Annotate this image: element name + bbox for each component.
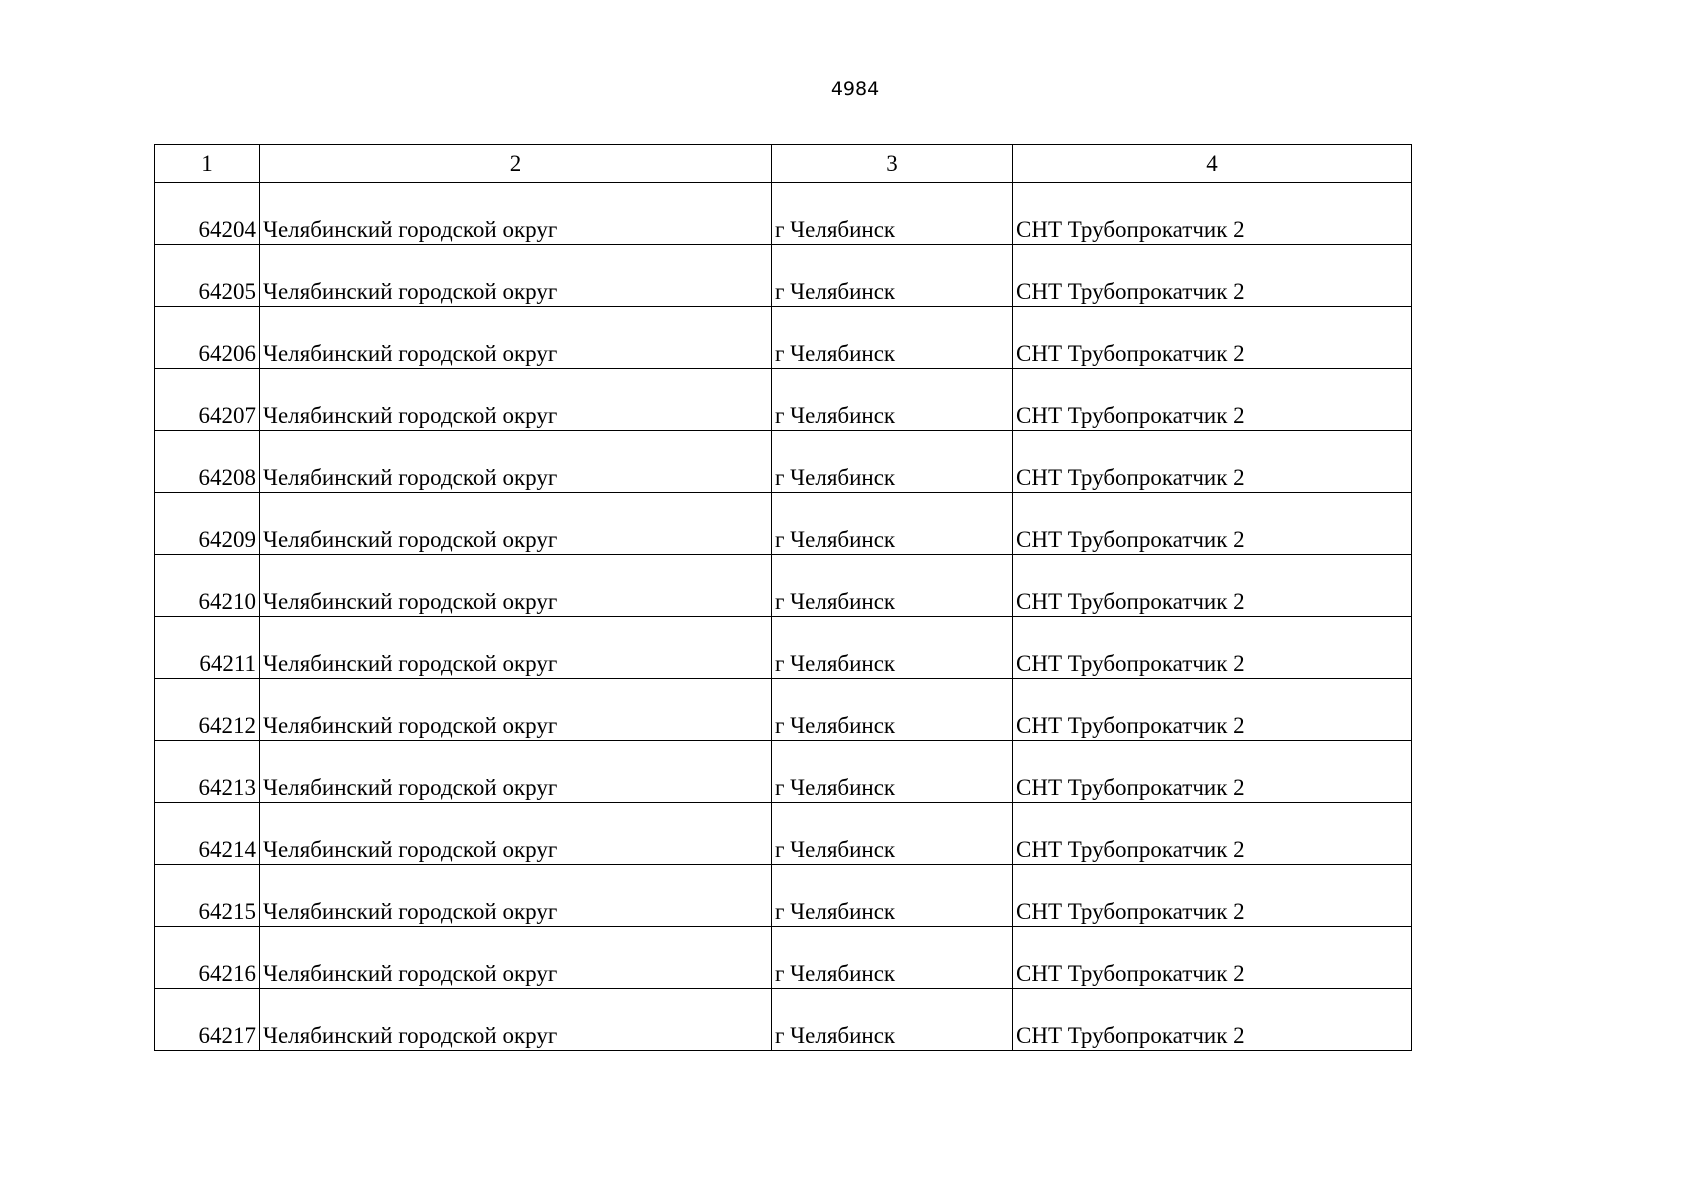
locality-cell: СНТ Трубопрокатчик 2 — [1013, 927, 1412, 989]
settlement-cell: г Челябинск — [772, 679, 1013, 741]
municipality-cell: Челябинский городской округ — [260, 927, 772, 989]
settlement-cell: г Челябинск — [772, 555, 1013, 617]
table-header-row — [155, 145, 1412, 183]
row-number-cell: 64216 — [155, 927, 260, 989]
table-row — [155, 431, 1412, 493]
municipality-cell: Челябинский городской округ — [260, 431, 772, 493]
settlement-cell: г Челябинск — [772, 927, 1013, 989]
table-row — [155, 493, 1412, 555]
row-number-cell: 64211 — [155, 617, 260, 679]
column-header-4: 4 — [1013, 145, 1412, 183]
locality-cell: СНТ Трубопрокатчик 2 — [1013, 865, 1412, 927]
settlement-cell: г Челябинск — [772, 369, 1013, 431]
table-row — [155, 679, 1412, 741]
table-row — [155, 307, 1412, 369]
locality-cell: СНТ Трубопрокатчик 2 — [1013, 741, 1412, 803]
municipality-cell: Челябинский городской округ — [260, 865, 772, 927]
data-table — [154, 144, 1412, 1051]
row-number-cell: 64207 — [155, 369, 260, 431]
locality-cell: СНТ Трубопрокатчик 2 — [1013, 183, 1412, 245]
municipality-cell: Челябинский городской округ — [260, 493, 772, 555]
municipality-cell: Челябинский городской округ — [260, 245, 772, 307]
municipality-cell: Челябинский городской округ — [260, 803, 772, 865]
locality-cell: СНТ Трубопрокатчик 2 — [1013, 369, 1412, 431]
row-number-cell: 64209 — [155, 493, 260, 555]
locality-cell: СНТ Трубопрокатчик 2 — [1013, 617, 1412, 679]
municipality-cell: Челябинский городской округ — [260, 555, 772, 617]
municipality-cell: Челябинский городской округ — [260, 679, 772, 741]
locality-cell: СНТ Трубопрокатчик 2 — [1013, 493, 1412, 555]
settlement-cell: г Челябинск — [772, 431, 1013, 493]
row-number-cell: 64206 — [155, 307, 260, 369]
settlement-cell: г Челябинск — [772, 245, 1013, 307]
locality-cell: СНТ Трубопрокатчик 2 — [1013, 679, 1412, 741]
page-number: 4984 — [830, 78, 880, 100]
table-row — [155, 183, 1412, 245]
table-row — [155, 369, 1412, 431]
settlement-cell: г Челябинск — [772, 741, 1013, 803]
municipality-cell: Челябинский городской округ — [260, 741, 772, 803]
settlement-cell: г Челябинск — [772, 183, 1013, 245]
locality-cell: СНТ Трубопрокатчик 2 — [1013, 555, 1412, 617]
settlement-cell: г Челябинск — [772, 617, 1013, 679]
row-number-cell: 64215 — [155, 865, 260, 927]
locality-cell: СНТ Трубопрокатчик 2 — [1013, 803, 1412, 865]
settlement-cell: г Челябинск — [772, 493, 1013, 555]
locality-cell: СНТ Трубопрокатчик 2 — [1013, 307, 1412, 369]
row-number-cell: 64210 — [155, 555, 260, 617]
locality-cell: СНТ Трубопрокатчик 2 — [1013, 989, 1412, 1051]
table-body — [155, 145, 1412, 1051]
settlement-cell: г Челябинск — [772, 865, 1013, 927]
settlement-cell: г Челябинск — [772, 989, 1013, 1051]
table-row — [155, 245, 1412, 307]
column-header-1: 1 — [155, 145, 260, 183]
row-number-cell: 64217 — [155, 989, 260, 1051]
municipality-cell: Челябинский городской округ — [260, 369, 772, 431]
table-row — [155, 803, 1412, 865]
municipality-cell: Челябинский городской округ — [260, 617, 772, 679]
row-number-cell: 64204 — [155, 183, 260, 245]
settlement-cell: г Челябинск — [772, 307, 1013, 369]
table-row — [155, 927, 1412, 989]
table-row — [155, 741, 1412, 803]
municipality-cell: Челябинский городской округ — [260, 307, 772, 369]
table-row — [155, 617, 1412, 679]
table-row — [155, 989, 1412, 1051]
locality-cell: СНТ Трубопрокатчик 2 — [1013, 245, 1412, 307]
row-number-cell: 64208 — [155, 431, 260, 493]
locality-cell: СНТ Трубопрокатчик 2 — [1013, 431, 1412, 493]
municipality-cell: Челябинский городской округ — [260, 989, 772, 1051]
row-number-cell: 64205 — [155, 245, 260, 307]
table-row — [155, 865, 1412, 927]
municipality-cell: Челябинский городской округ — [260, 183, 772, 245]
column-header-3: 3 — [772, 145, 1013, 183]
row-number-cell: 64213 — [155, 741, 260, 803]
column-header-2: 2 — [260, 145, 772, 183]
row-number-cell: 64212 — [155, 679, 260, 741]
settlement-cell: г Челябинск — [772, 803, 1013, 865]
row-number-cell: 64214 — [155, 803, 260, 865]
table-row — [155, 555, 1412, 617]
